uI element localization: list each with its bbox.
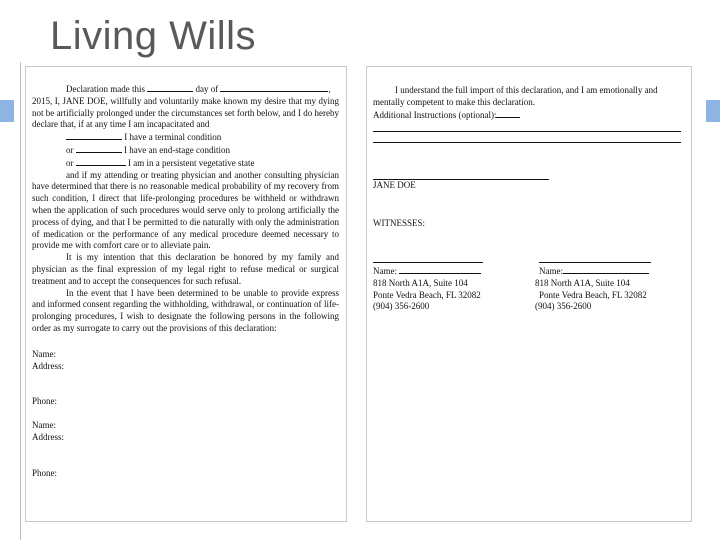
surrogate-1 [32, 349, 339, 408]
witness-1-name: Name: [373, 265, 513, 278]
date-blank [147, 83, 193, 92]
condition-end-stage: or I have an end-stage condition [66, 144, 230, 155]
witness-1 [373, 252, 513, 313]
month-blank [220, 83, 328, 92]
instructions-line-1 [373, 121, 681, 132]
witness-2-name: Name: [535, 265, 675, 278]
witness-1-address-1: 818 North A1A, Suite 104 [373, 277, 468, 288]
signature-line [373, 167, 549, 180]
witnesses-label: WITNESSES: [373, 218, 426, 229]
declaration-paragraph-4: In the event that I have been determined to be unable to provide express and informed consent regarding the withholding, withdrawal, or continuation of life-prolonging procedures, I wish to designate the following persons in the following order as my surrogate to carry out the provisions of this declaration: [32, 287, 339, 333]
declaration-opening: Declaration made this day of , [66, 84, 331, 94]
witness-1-signature-line [373, 252, 483, 263]
signer-name: JANE DOE [373, 180, 416, 191]
surrogate-2-phone: Phone: [32, 467, 58, 478]
witness-1-address-2: Ponte Vedra Beach, FL 32082 [373, 289, 481, 300]
accent-bar-left [0, 100, 14, 122]
witness-1-phone: (904) 356-2600 [373, 301, 430, 312]
declaration-paragraph-1: 2015, I, JANE DOE, willfully and voluntarily make known my desire that my dying not be artificially prolonged under the circumstances set forth below, and I do hereby declare that, if at any time I am incapacitated and [32, 95, 339, 130]
competency-statement: I understand the full import of this declaration, and I am emotionally and mentally competent to make this declaration. [373, 85, 658, 107]
surrogate-2-name: Name: [32, 420, 56, 431]
witness-2 [535, 252, 675, 313]
title-divider [20, 62, 21, 540]
surrogate-1-phone: Phone: [32, 396, 58, 407]
condition-vegetative: or I am in a persistent vegetative state [66, 157, 255, 168]
witness-2-phone: (904) 356-2600 [535, 301, 592, 312]
surrogate-1-name: Name: [32, 348, 56, 359]
slide-title: Living Wills [50, 14, 257, 58]
surrogate-2-address: Address: [32, 431, 64, 442]
surrogate-1-address: Address: [32, 360, 64, 371]
witness-2-address-1: 818 North A1A, Suite 104 [535, 277, 630, 288]
declaration-page-2 [366, 66, 692, 522]
condition-terminal: I have a terminal condition [32, 131, 339, 144]
witness-2-address-2: Ponte Vedra Beach, FL 32082 [539, 289, 647, 300]
instructions-label: Additional Instructions (optional): [373, 109, 681, 122]
declaration-page-1 [25, 66, 347, 522]
instructions-line-2 [373, 132, 681, 143]
witnesses [373, 252, 681, 313]
witness-2-signature-line [539, 252, 651, 263]
accent-bar-right [706, 100, 720, 122]
declaration-paragraph-2: and if my attending or treating physician and another consulting physician have determined that there is no reasonable medical probability of my recovery from such condition, I direct that life-prolonging procedures be withheld or withdrawn when the application of such procedures would serve only to prolong artificially the process of dying, and that I be permitted to die naturally with only the administration of medication or the performance of any medical procedure deemed necessary to provide me with comfort care or to alleviate pain. [32, 169, 339, 251]
surrogate-2 [32, 420, 339, 479]
declaration-paragraph-3: It is my intention that this declaration be honored by my family and physician as the final expression of my legal right to refuse medical or surgical treatment and to accept the consequences for such refusal. [32, 252, 339, 286]
